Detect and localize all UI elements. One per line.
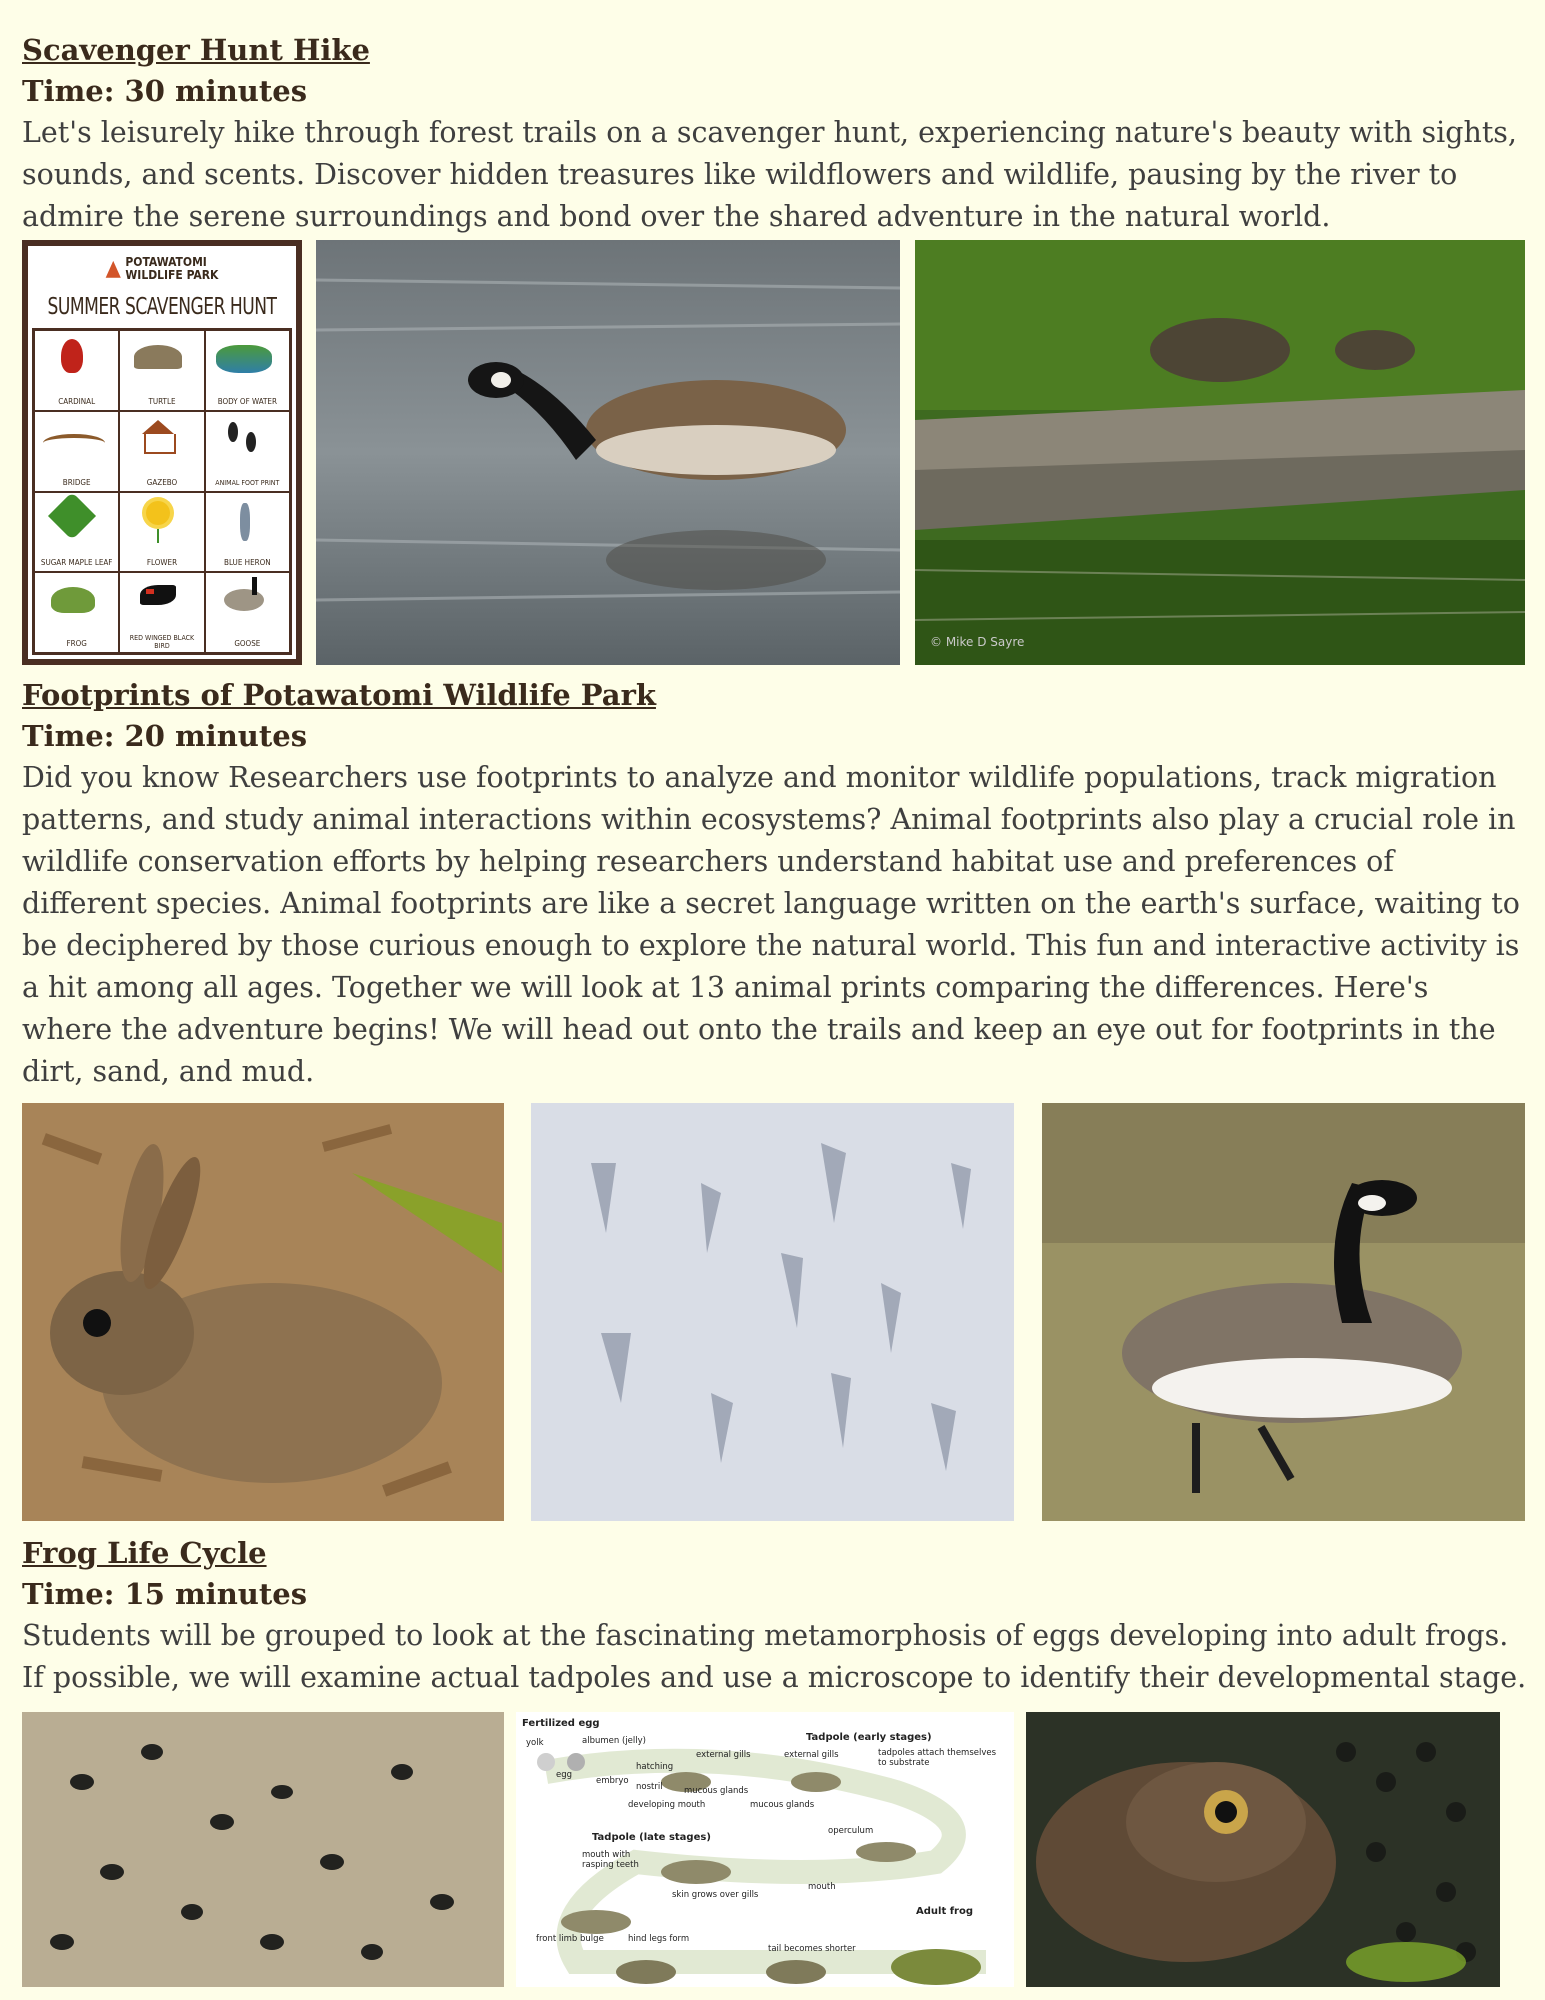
diagram-label: to substrate (878, 1758, 930, 1768)
cell-label: BLUE HERON (224, 558, 271, 568)
diagram-label: embryo (596, 1776, 629, 1786)
diagram-label: external gills (784, 1750, 839, 1760)
scavenger-hunt-card-image (22, 240, 302, 665)
section-footprints (22, 675, 1522, 1093)
card-cell (34, 330, 119, 411)
cell-label: GOOSE (234, 639, 261, 648)
snow-tracks-photo (531, 1103, 1014, 1521)
diagram-label: skin grows over gills (672, 1890, 759, 1900)
frog-icon (51, 587, 95, 613)
goose-walking-photo (1042, 1103, 1525, 1521)
cell-label: FLOWER (146, 558, 178, 568)
heron-icon (240, 503, 250, 541)
diagram-label: mouth with (582, 1850, 631, 1860)
card-cell (34, 572, 119, 653)
blackbird-icon (140, 585, 176, 605)
section-description: Did you know Researchers use footprints to analyze and monitor wildlife populations, track migration patterns, and study animal interactions within ecosystems? Animal footprints also play a crucial role in wildlife conservation efforts by helping researchers understand habitat use and preferences of different species. Animal footprints are like a secret language written on the earth's surface, waiting to be deciphered by those curious enough to explore the natural world. This fun and interactive activity is a hit among all ages. Together we will look at 13 animal prints comparing the differences. Here's where the adventure begins! We will head out onto the trails and keep an eye out for footprints in the dirt, sand, and mud. (22, 761, 1520, 1088)
diagram-label: developing mouth (628, 1800, 706, 1810)
card-cell (119, 492, 204, 573)
cell-label: GAZEBO (146, 477, 178, 487)
frog-in-spawn-photo (1026, 1712, 1500, 1987)
cell-label: ANIMAL FOOT PRINT (215, 478, 280, 487)
bridge-icon (43, 434, 105, 452)
card-cell (205, 411, 290, 492)
diagram-label: mucous glands (684, 1786, 749, 1796)
diagram-label: tadpoles attach themselves (878, 1748, 997, 1758)
diagram-label: front limb bulge (536, 1934, 604, 1944)
section-description: Students will be grouped to look at the fascinating metamorphosis of eggs developing into adult frogs. If possible, we will examine actual tadpoles and use a microscope to identify their developmental stage. (22, 1619, 1527, 1694)
card-cell (34, 492, 119, 573)
diagram-label: hatching (636, 1762, 674, 1772)
park-name-line2: WILDLIFE PARK (125, 268, 219, 282)
diagram-label: Tadpole (late stages) (592, 1832, 711, 1843)
diagram-label: Fertilized egg (522, 1718, 600, 1729)
card-cell (205, 572, 290, 653)
maple-leaf-icon (48, 491, 96, 539)
diagram-label: Adult frog (916, 1906, 974, 1917)
cardinal-icon (61, 339, 83, 373)
cell-label: CARDINAL (58, 396, 96, 406)
tadpoles-photo (22, 1712, 504, 1987)
section-time: Time: 20 minutes (22, 719, 308, 753)
card-cell (205, 330, 290, 411)
section-title: Frog Life Cycle (22, 1536, 267, 1570)
gazebo-icon (142, 420, 174, 434)
diagram-label: mouth (808, 1882, 836, 1892)
diagram-label: external gills (696, 1750, 751, 1760)
section-description: Let's leisurely hike through forest trails on a scavenger hunt, experiencing nature's beauty with sights, sounds, and scents. Discover hidden treasures like wildflowers and wildlife, pausing by the river to admire the serene surroundings and bond over the shared adventure in the natural world. (22, 116, 1517, 233)
diagram-label: albumen (jelly) (582, 1736, 646, 1746)
rabbit-photo (22, 1103, 504, 1521)
cell-label: FROG (66, 639, 87, 648)
cell-label: TURTLE (148, 396, 176, 406)
diagram-label: yolk (526, 1738, 544, 1748)
photo-credit: © Mike D Sayre (930, 635, 1025, 649)
card-cell (205, 492, 290, 573)
card-cell (119, 330, 204, 411)
section-scavenger-hunt (22, 30, 1522, 238)
card-cell (119, 411, 204, 492)
diagram-label: nostril (636, 1782, 663, 1792)
cell-label: BRIDGE (62, 477, 91, 487)
section-frog-life-cycle (22, 1533, 1527, 1699)
cell-label: SUGAR MAPLE LEAF (40, 558, 113, 568)
turtles-on-log-photo (915, 240, 1525, 665)
diagram-label: hind legs form (628, 1934, 690, 1944)
section-title: Footprints of Potawatomi Wildlife Park (22, 678, 656, 712)
goose-swimming-photo (316, 240, 900, 665)
cell-label: BODY OF WATER (217, 396, 277, 406)
diagram-label: operculum (828, 1826, 874, 1836)
footprint-icon (228, 422, 238, 442)
park-name-line1: POTAWATOMI (125, 255, 207, 269)
flower-icon (146, 501, 170, 525)
card-cell (34, 411, 119, 492)
card-title: SUMMER SCAVENGER HUNT (47, 293, 277, 321)
diagram-label: mucous glands (750, 1800, 815, 1810)
campfire-icon: ▲ (105, 256, 121, 281)
card-cell (119, 572, 204, 653)
goose-icon (224, 589, 264, 611)
diagram-label: Tadpole (early stages) (806, 1732, 932, 1743)
diagram-label: egg (556, 1770, 573, 1780)
section-title: Scavenger Hunt Hike (22, 33, 370, 67)
cell-label: RED WINGED BLACK BIRD (129, 634, 195, 650)
turtle-icon (134, 345, 182, 369)
scavenger-grid (32, 328, 292, 655)
section-time: Time: 30 minutes (22, 74, 308, 108)
section-time: Time: 15 minutes (22, 1577, 308, 1611)
diagram-label: tail becomes shorter (768, 1944, 856, 1954)
diagram-label: rasping teeth (582, 1860, 639, 1870)
frog-life-cycle-diagram (516, 1712, 1014, 1987)
pond-icon (216, 345, 272, 373)
